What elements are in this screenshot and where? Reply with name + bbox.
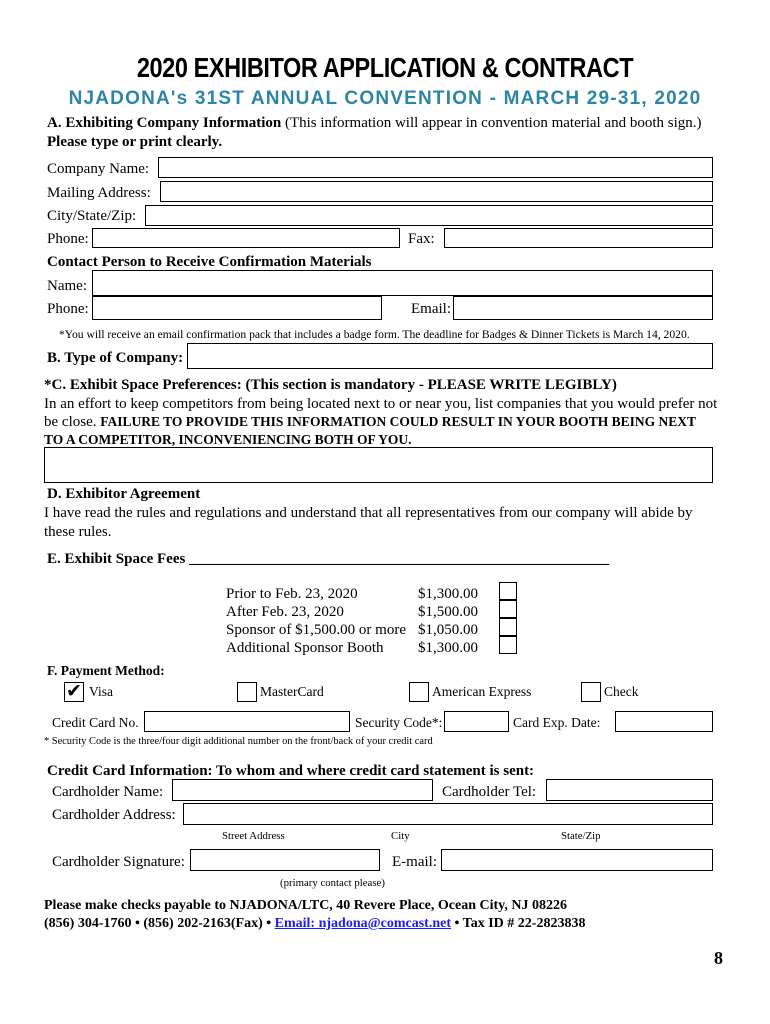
contact-phone-field[interactable] [92,296,382,320]
contact-line [44,915,585,933]
fax-label: Fax: [408,231,435,247]
section-d-text-line2: these rules. [44,524,112,540]
fee-label: Sponsor of $1,500.00 or more [226,622,406,638]
payment-method-label: American Express [432,684,532,699]
section-a-note: (This information will appear in convention material and booth sign.) [284,115,702,131]
page-title: 2020 EXHIBITOR APPLICATION & CONTRACT [136,52,634,83]
tax-id-text: • Tax ID # 22-2823838 [454,916,586,931]
company-name-field[interactable] [158,157,713,178]
section-c-warning-line2: TO A COMPETITOR, INCONVENIENCING BOTH OF YOU. [44,432,412,447]
fee-checkbox[interactable] [499,636,517,654]
cardholder-email-label: E-mail: [392,854,437,870]
company-name-label: Company Name: [47,161,150,177]
fee-price: $1,050.00 [418,622,478,638]
cardholder-address-field[interactable] [183,803,713,825]
email-link[interactable]: Email: njadona@comcast.net [274,916,452,931]
email-note: (primary contact please) [280,877,385,889]
security-code-field[interactable] [444,711,509,732]
american-express-checkbox[interactable] [409,682,429,702]
street-address-caption: Street Address [222,830,285,842]
city-caption: City [391,830,410,842]
contact-name-field[interactable] [92,270,713,296]
cardholder-name-label: Cardholder Name: [52,784,164,800]
check-mark-icon: ✔ [66,680,82,702]
section-c-text-line2 [44,413,696,431]
security-code-note: * Security Code is the three/four digit additional number on the front/back of your credit card [44,736,433,747]
payment-method-label: MasterCard [260,684,324,699]
expiration-date-field[interactable] [615,711,713,732]
payment-method-label: Check [604,684,639,699]
card-number-field[interactable] [144,711,350,732]
section-f-heading: F. Payment Method: [47,663,165,678]
contact-email-label: Email: [411,301,451,317]
cardholder-signature-field[interactable] [190,849,380,871]
security-code-label: Security Code*: [355,715,443,730]
state-zip-caption: State/Zip [561,830,601,842]
checks-payable-line: Please make checks payable to NJADONA/LTC, 40 Revere Place, Ocean City, NJ 08226 [44,898,567,913]
phone-field[interactable] [92,228,400,248]
cardholder-signature-label: Cardholder Signature: [52,854,185,870]
fee-price: $1,500.00 [418,604,478,620]
fee-label: After Feb. 23, 2020 [226,604,344,620]
cardholder-tel-field[interactable] [546,779,713,801]
section-a-heading: A. Exhibiting Company Information [47,115,282,131]
mailing-address-field[interactable] [160,181,713,202]
expiration-date-label: Card Exp. Date: [513,715,601,730]
mastercard-checkbox[interactable] [237,682,257,702]
section-a-instruction: Please type or print clearly. [47,134,223,150]
contact-email-field[interactable] [453,296,713,320]
section-b-heading: B. Type of Company: [47,350,184,366]
credit-card-info-heading: Credit Card Information: To whom and where credit card statement is sent: [47,763,535,779]
card-number-label: Credit Card No. [52,715,139,730]
fee-checkbox[interactable] [499,600,517,618]
section-c-text-start: be close. [44,414,97,430]
cardholder-tel-label: Cardholder Tel: [442,784,537,800]
company-type-field[interactable] [187,343,713,369]
cardholder-address-label: Cardholder Address: [52,807,176,823]
section-e-heading: E. Exhibit Space Fees ________________________________________________________ [47,551,610,567]
check-checkbox[interactable] [581,682,601,702]
cardholder-name-field[interactable] [172,779,433,801]
section-a-heading-line [47,114,702,132]
fee-checkbox[interactable] [499,618,517,636]
fax-field[interactable] [444,228,713,248]
confirmation-note: *You will receive an email confirmation pack that includes a badge form. The deadline for Badges & Dinner Tickets is March 14, 2020. [59,328,690,341]
visa-checkbox[interactable] [64,682,84,702]
fee-label: Prior to Feb. 23, 2020 [226,586,358,602]
mailing-address-label: Mailing Address: [47,185,151,201]
city-state-zip-label: City/State/Zip: [47,208,137,224]
section-d-heading: D. Exhibitor Agreement [47,486,201,502]
fee-checkbox[interactable] [499,582,517,600]
section-d-text-line1: I have read the rules and regulations and understand that all representatives from our company will abide by [44,505,693,521]
section-c-warning-line1: FAILURE TO PROVIDE THIS INFORMATION COULD RESULT IN YOUR BOOTH BEING NEXT [100,414,696,429]
contact-heading: Contact Person to Receive Confirmation Materials [47,254,372,270]
fee-price: $1,300.00 [418,640,478,656]
cardholder-email-field[interactable] [441,849,713,871]
competitor-preferences-field[interactable] [44,447,713,483]
phone-label: Phone: [47,231,89,247]
contact-name-label: Name: [47,278,87,294]
phone-fax-text: (856) 304-1760 • (856) 202-2163(Fax) • [44,916,272,931]
page-number: 8 [714,948,723,968]
payment-method-label: Visa [89,684,113,699]
fee-price: $1,300.00 [418,586,478,602]
section-c-text-line1: In an effort to keep competitors from being located next to or near you, list companies that you would prefer not [44,396,718,412]
section-c-heading: *C. Exhibit Space Preferences: (This section is mandatory - PLEASE WRITE LEGIBLY) [44,377,617,393]
contact-phone-label: Phone: [47,301,89,317]
city-state-zip-field[interactable] [145,205,713,226]
fee-label: Additional Sponsor Booth [226,640,384,656]
page-subtitle: NJADONA's 31ST ANNUAL CONVENTION - MARCH 29-31, 2020 [68,88,702,109]
